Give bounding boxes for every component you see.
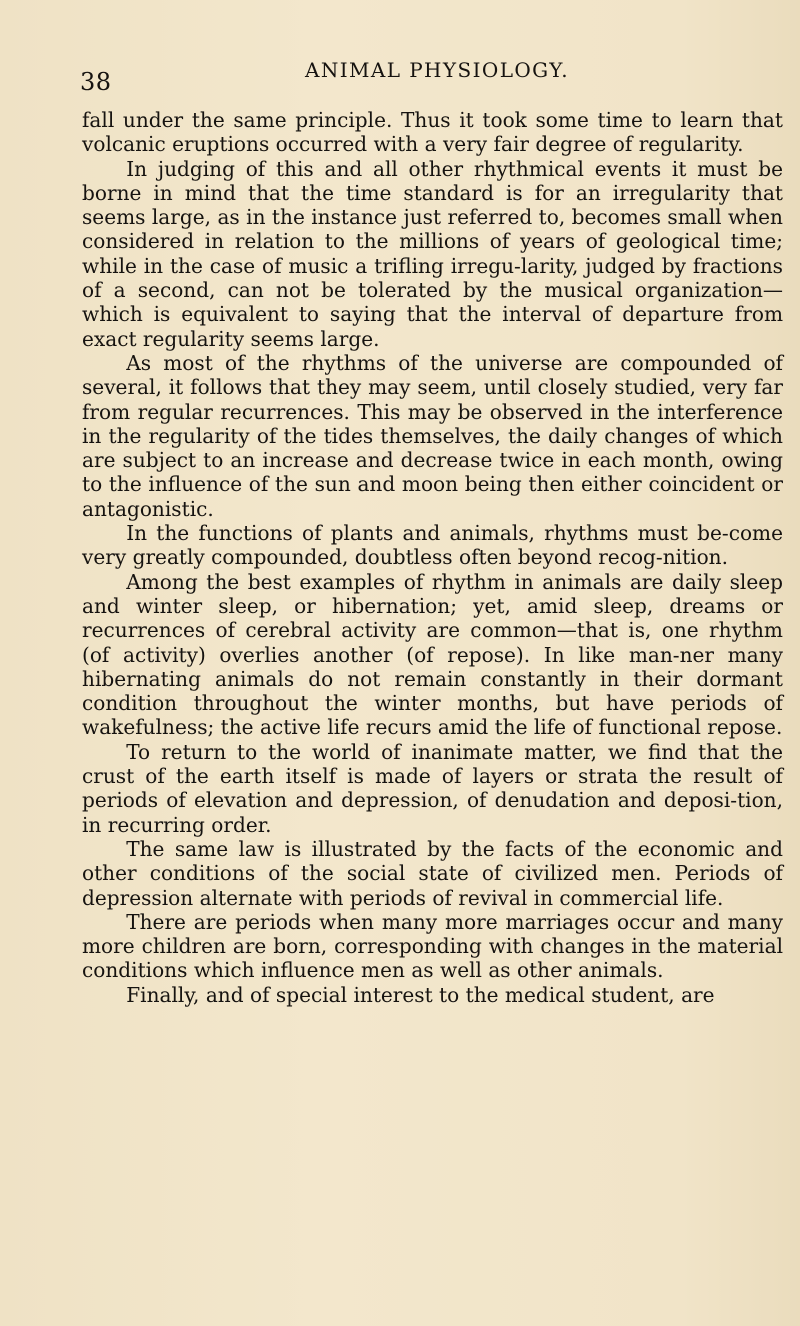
paragraph: There are periods when many more marriages occur and many more children are born, corresponding with changes in the material conditions which influence men as well as other animals. (82, 909, 783, 983)
paragraph: fall under the same principle. Thus it took some time to learn that volcanic eruptions occurred with a very fair degree of regularity. (82, 108, 783, 157)
paragraph: As most of the rhythms of the universe are compounded of several, it follows that they may seem, until closely studied, very far from regular recurrences. This may be observed in the interference in the regularity of the tides themselves, the daily changes of which are subject to an increase and decrease twice in each month, owing to the influence of the sun and moon being then either coincident or antagonistic. (82, 350, 783, 521)
page-header (80, 58, 780, 96)
paragraph: In the functions of plants and animals, rhythms must be-come very greatly compounded, doubtless often beyond recog-nition. (82, 521, 783, 570)
paragraph: In judging of this and all other rhythmical events it must be borne in mind that the time standard is for an irregularity that seems large, as in the instance just referred to, becomes small when considered in relation to the millions of years of geological time; while in the case of music a trifling irregu-larity, judged by fractions of a second, can not be tolerated by the musical organization—which is equivalent to saying that the interval of departure from exact regularity seems large. (82, 156, 783, 351)
paragraph: To return to the world of inanimate matter, we find that the crust of the earth itself is made of layers or strata the result of periods of elevation and depression, of denudation and deposi-tion, in recurring order. (82, 739, 783, 837)
paragraph: Among the best examples of rhythm in animals are daily sleep and winter sleep, or hibernation; yet, amid sleep, dreams or recurrences of cerebral activity are common—that is, one rhythm (of activity) overlies another (of repose). In like man-ner many hibernating animals do not remain constantly in their dormant condition throughout the winter months, but have periods of wakefulness; the active life recurs amid the life of functional repose. (82, 569, 783, 740)
body-text (82, 108, 783, 1007)
page-number: 38 (80, 68, 112, 96)
paragraph: The same law is illustrated by the facts of the economic and other conditions of the social state of civilized men. Periods of depression alternate with periods of revival in commercial life. (82, 836, 783, 910)
running-head: ANIMAL PHYSIOLOGY. (305, 58, 569, 82)
paragraph: Finally, and of special interest to the medical student, are (126, 982, 715, 1007)
